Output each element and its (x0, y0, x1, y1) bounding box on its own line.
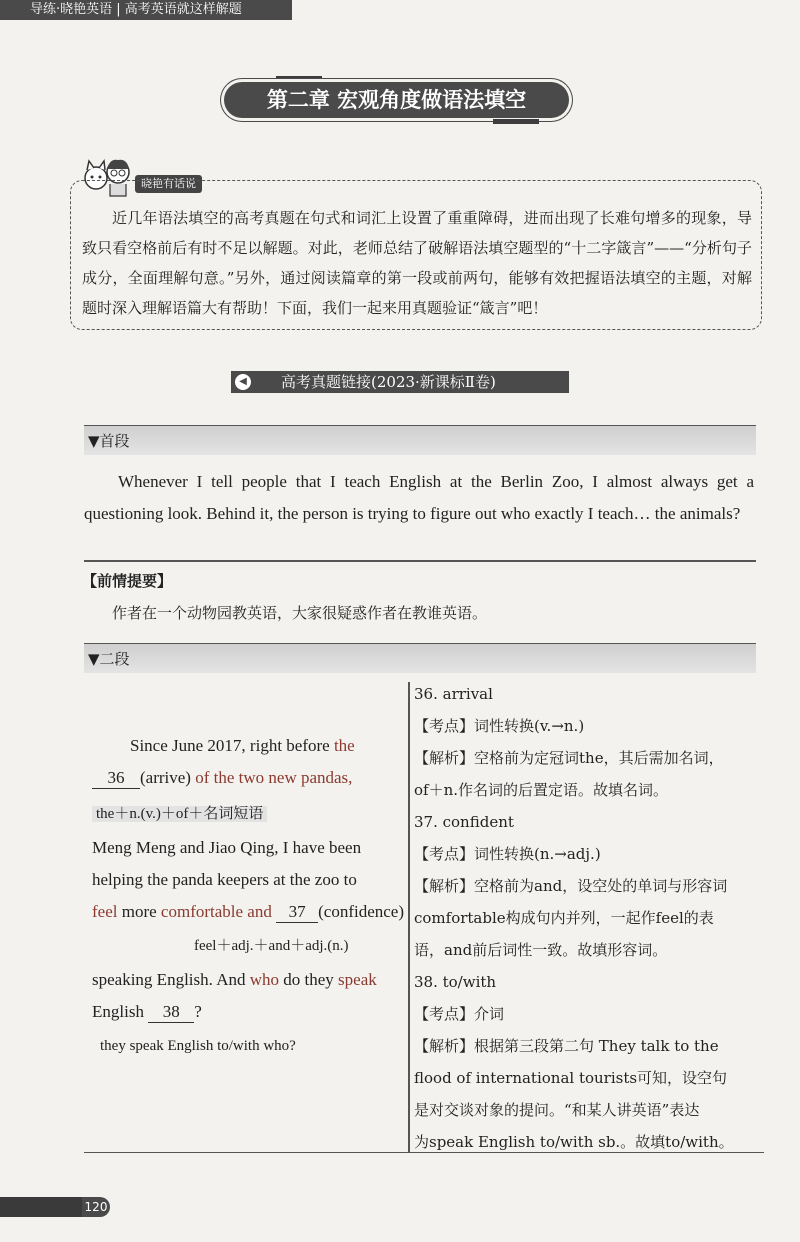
jiexi-37-cont: 语，and前后词性一致。故填形容词。 (414, 941, 668, 959)
chapter-title: 第二章 宏观角度做语法填空 (224, 82, 569, 118)
para2-header: ▼二段 (84, 643, 756, 673)
text-line: helping the panda keepers at the zoo to (92, 870, 357, 889)
kaodian-36: 【考点】词性转换(v.→n.) (414, 717, 585, 735)
jiexi-37-cont: comfortable构成句内并列，一起作feel的表 (414, 909, 714, 927)
text-line: Meng Meng and Jiao Qing, I have been (92, 838, 362, 857)
answer-36: 36. arrival (414, 685, 493, 703)
grammar-note: they speak English to/with who? (100, 1038, 296, 1054)
text-line: English 38 ? (92, 1002, 202, 1021)
text-line: feel more comfortable and 37 (confidence) (92, 902, 404, 921)
grammar-note: the＋n.(v.)＋of＋名词短语 (92, 802, 267, 823)
play-icon: ◀ (235, 374, 251, 390)
footer-bar (0, 1197, 86, 1217)
running-header: 导练·晓艳英语 | 高考英语就这样解题 (0, 0, 292, 20)
jiexi-36-cont: of＋n.作名词的后置定语。故填名词。 (414, 781, 669, 799)
comment-tag: 晓艳有话说 (135, 175, 202, 193)
background-title: 【前情提要】 (82, 572, 173, 590)
jiexi-38: 【解析】根据第三段第二句 They talk to the (414, 1037, 719, 1055)
text-line: Since June 2017, right before the (130, 736, 355, 755)
comment-text: 近几年语法填空的高考真题在句式和词汇上设置了重重障碍，进而出现了长难句增多的现象，导致只看空格前后有时不足以解题。对此，老师总结了破解语法填空题型的“十二字箴言”——“分析句子成分，全面理解句意。”另外，通过阅读篇章的第一段或前两句，能够有效把握语法填空的主题，对解题时深入理解语篇大有帮助！下面，我们一起来用真题验证“箴言”吧！ (82, 209, 752, 317)
decor-bar (493, 119, 539, 124)
jiexi-38-cont: 是对交谈对象的提问。“和某人讲英语”表达 (414, 1101, 700, 1119)
kaodian-38: 【考点】介词 (414, 1005, 505, 1023)
grammar-note: feel＋adj.＋and＋adj.(n.) (194, 938, 349, 954)
kaodian-37: 【考点】词性转换(n.→adj.) (414, 845, 601, 863)
jiexi-38-cont: flood of international tourists可知，设空句 (414, 1069, 728, 1087)
section-banner (231, 371, 569, 393)
background-text: 作者在一个动物园教英语，大家很疑惑作者在教谁英语。 (112, 604, 488, 622)
divider (84, 1152, 764, 1153)
para1-header: ▼首段 (84, 425, 756, 455)
jiexi-36: 【解析】空格前为定冠词the，其后需加名词， (414, 749, 724, 767)
blank-36: 36 (92, 768, 140, 789)
page-number: 120 (82, 1197, 110, 1217)
answer-38: 38. to/with (414, 973, 497, 991)
column-divider (408, 682, 410, 1152)
blank-38: 38 (148, 1002, 194, 1023)
para1-text: Whenever I tell people that I teach English at the Berlin Zoo, I almost always get a questioning look. Behind it, the person is trying to figure out who exactly I teach… the animals? (84, 472, 754, 523)
text-line: 36 (arrive) of the two new pandas, (92, 768, 352, 789)
chapter-title-banner (224, 76, 569, 124)
answer-37: 37. confident (414, 813, 514, 831)
section-banner-label: 高考真题链接(2023·新课标Ⅱ卷) (281, 373, 496, 391)
decor-bar (276, 76, 322, 81)
jiexi-37: 【解析】空格前为and，设空处的单词与形容词 (414, 877, 728, 895)
blank-37: 37 (276, 902, 318, 923)
divider (84, 560, 756, 562)
text-line: speaking English. And who do they speak (92, 970, 377, 989)
jiexi-38-cont: 为speak English to/with sb.。故填to/with。 (414, 1133, 734, 1151)
